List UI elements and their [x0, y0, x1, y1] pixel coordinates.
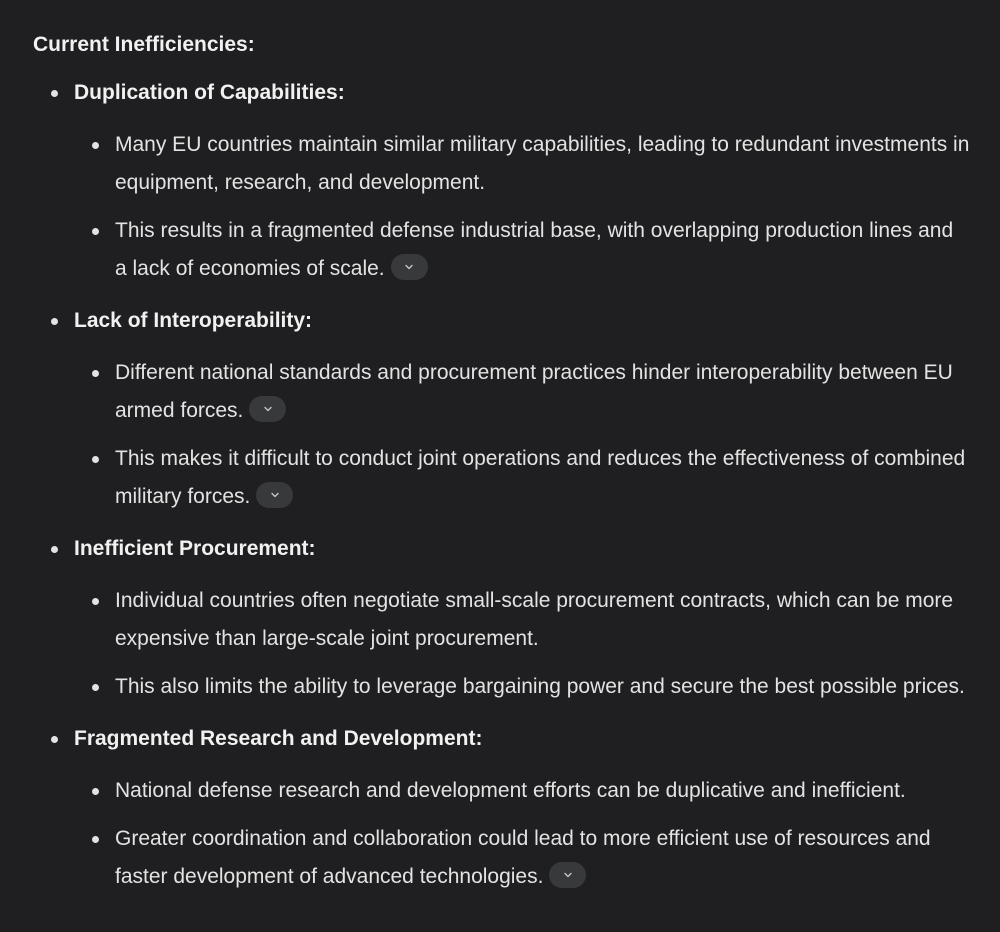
list-item-research [33, 724, 970, 896]
chevron-down-icon [563, 870, 573, 880]
sub-list-item [74, 440, 970, 516]
sub-list [74, 126, 970, 288]
chevron-down-icon [263, 404, 273, 414]
point-text: This results in a fragmented defense industrial base, with overlapping production lines and a lack of economies of scale. [115, 219, 954, 280]
point-text: This makes it difficult to conduct joint operations and reduces the effectiveness of combined military forces. [115, 447, 966, 508]
point-text: This also limits the ability to leverage bargaining power and secure the best possible prices. [115, 675, 965, 698]
sub-list-item [74, 772, 970, 810]
list-item-procurement [33, 534, 970, 706]
source-expand-button[interactable] [391, 254, 428, 280]
item-title: Duplication of Capabilities: [74, 81, 345, 104]
list-item-interoperability [33, 306, 970, 516]
sub-list [74, 772, 970, 896]
chevron-down-icon [404, 262, 414, 272]
sub-list-item [74, 668, 970, 706]
sub-list-item [74, 354, 970, 430]
source-expand-button[interactable] [256, 482, 293, 508]
point-text: Individual countries often negotiate small-scale procurement contracts, which can be more expensive than large-scale joint procurement. [115, 589, 954, 650]
list-item-duplication [33, 78, 970, 288]
item-title: Lack of Interoperability: [74, 309, 313, 332]
source-expand-button[interactable] [549, 862, 586, 888]
sub-list [74, 354, 970, 516]
sub-list-item [74, 126, 970, 202]
item-title: Inefficient Procurement: [74, 537, 316, 560]
sub-list-item [74, 582, 970, 658]
source-expand-button[interactable] [249, 396, 286, 422]
point-text: Different national standards and procurement practices hinder interoperability between EU armed forces. [115, 361, 953, 422]
inefficiency-list [33, 78, 970, 896]
sub-list-item [74, 820, 970, 896]
item-title: Fragmented Research and Development: [74, 727, 483, 750]
section-heading: Current Inefficiencies: [33, 33, 255, 56]
sub-list [74, 582, 970, 706]
point-text: National defense research and development efforts can be duplicative and inefficient. [115, 779, 906, 802]
point-text: Many EU countries maintain similar military capabilities, leading to redundant investments in equipment, research, and development. [115, 133, 970, 194]
point-text: Greater coordination and collaboration could lead to more efficient use of resources and faster development of advanced technologies. [115, 827, 931, 888]
sub-list-item [74, 212, 970, 288]
chevron-down-icon [270, 490, 280, 500]
